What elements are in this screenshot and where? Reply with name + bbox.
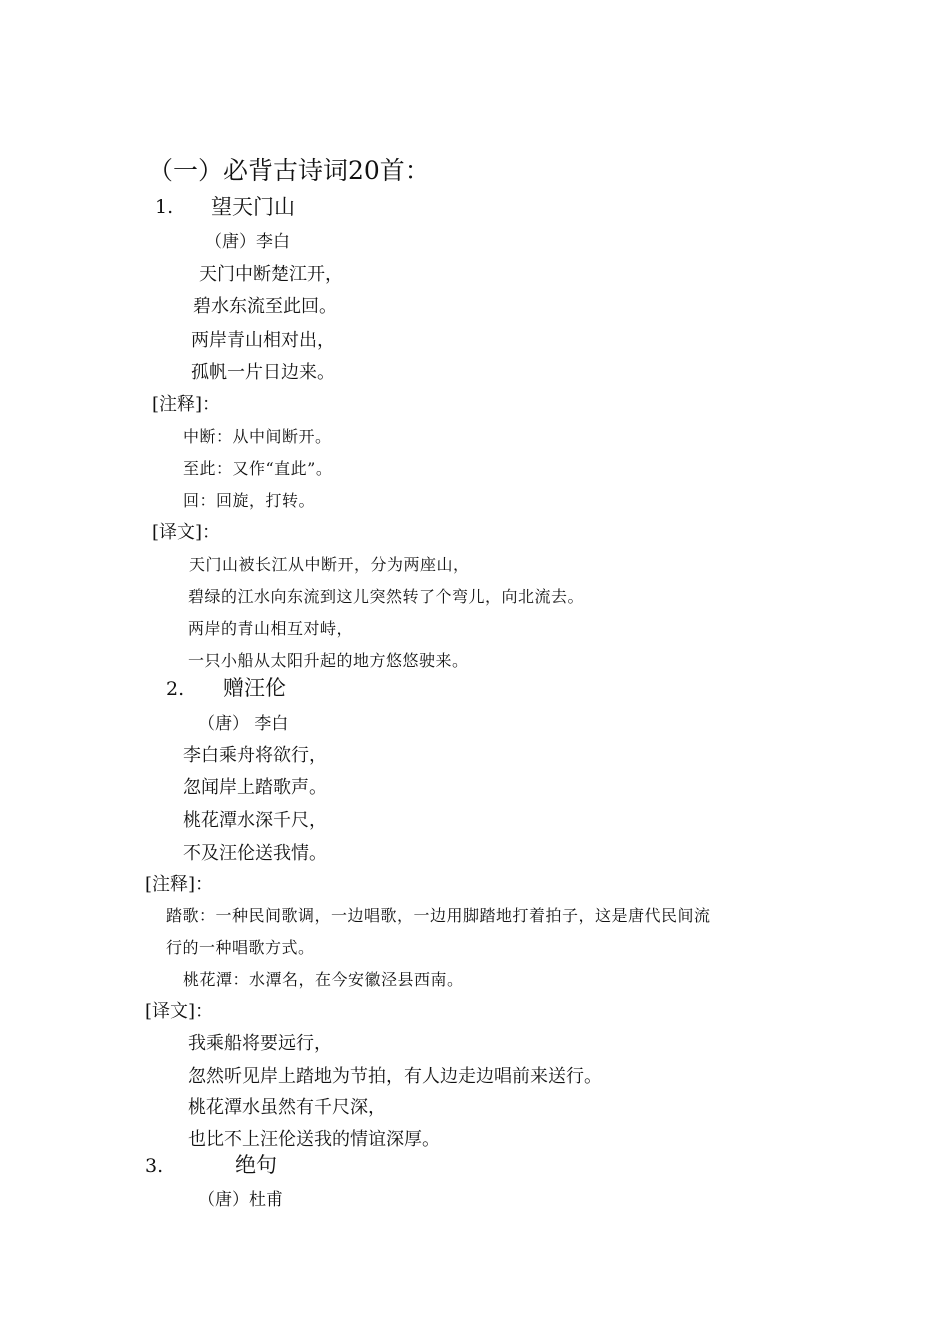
poem-2-line-4: 不及汪伦送我情。 <box>183 843 327 864</box>
poem-2-title: 赠汪伦 <box>223 676 286 700</box>
poem-2-translation-4: 也比不上汪伦送我的情谊深厚。 <box>188 1129 440 1150</box>
poem-1-line-3: 两岸青山相对出， <box>191 330 335 351</box>
poem-2-author: （唐） 李白 <box>198 714 289 734</box>
poem-1-title: 望天门山 <box>211 195 295 219</box>
poem-1-line-1: 天门中断楚江开， <box>199 264 343 285</box>
poem-2-line-2: 忽闻岸上踏歌声。 <box>183 777 327 798</box>
poem-1-line-2: 碧水东流至此回。 <box>193 296 337 317</box>
poem-2-line-3: 桃花潭水深千尺， <box>183 810 327 831</box>
poem-1-translation-1: 天门山被长江从中断开，分为两座山， <box>189 555 470 574</box>
poem-1-note-1: 中断：从中间断开。 <box>183 427 332 446</box>
poem-2-note-1: 踏歌：一种民间歌调，一边唱歌，一边用脚踏地打着拍子，这是唐代民间流 <box>166 906 711 925</box>
poem-2-line-1: 李白乘舟将欲行， <box>183 745 327 766</box>
poem-1-translation-2: 碧绿的江水向东流到这儿突然转了个弯儿，向北流去。 <box>188 587 585 606</box>
poem-2-translation-3: 桃花潭水虽然有千尺深， <box>188 1097 386 1118</box>
poem-2-note-3: 桃花潭：水潭名，在今安徽泾县西南。 <box>183 970 464 989</box>
poem-1-line-4: 孤帆一片日边来。 <box>191 362 335 383</box>
poem-3-number: 3. <box>145 1155 164 1177</box>
poem-2-translation-2: 忽然听见岸上踏地为节拍，有人边走边唱前来送行。 <box>188 1066 602 1087</box>
poem-1-translation-3: 两岸的青山相互对峙， <box>188 619 354 638</box>
poem-2-translation-label: [译文]： <box>145 1001 214 1022</box>
poem-1-note-3: 回：回旋，打转。 <box>183 491 316 510</box>
poem-2-translation-1: 我乘船将要远行， <box>188 1033 332 1054</box>
poem-2-note-2: 行的一种唱歌方式。 <box>166 938 315 957</box>
page-heading: （一）必背古诗词20首： <box>148 156 430 185</box>
poem-2-number: 2. <box>166 678 185 700</box>
poem-3-title: 绝句 <box>235 1153 277 1177</box>
poem-2-notes-label: [注释]： <box>145 874 214 895</box>
poem-1-note-2: 至此：又作“直此”。 <box>183 459 333 478</box>
poem-1-translation-4: 一只小船从太阳升起的地方悠悠驶来。 <box>188 651 469 670</box>
poem-1-translation-label: [译文]： <box>152 522 221 543</box>
poem-3-author: （唐）杜甫 <box>198 1190 283 1210</box>
poem-1-number: 1. <box>155 196 174 218</box>
poem-1-author: （唐）李白 <box>205 232 290 252</box>
poem-1-notes-label: [注释]： <box>152 394 221 415</box>
